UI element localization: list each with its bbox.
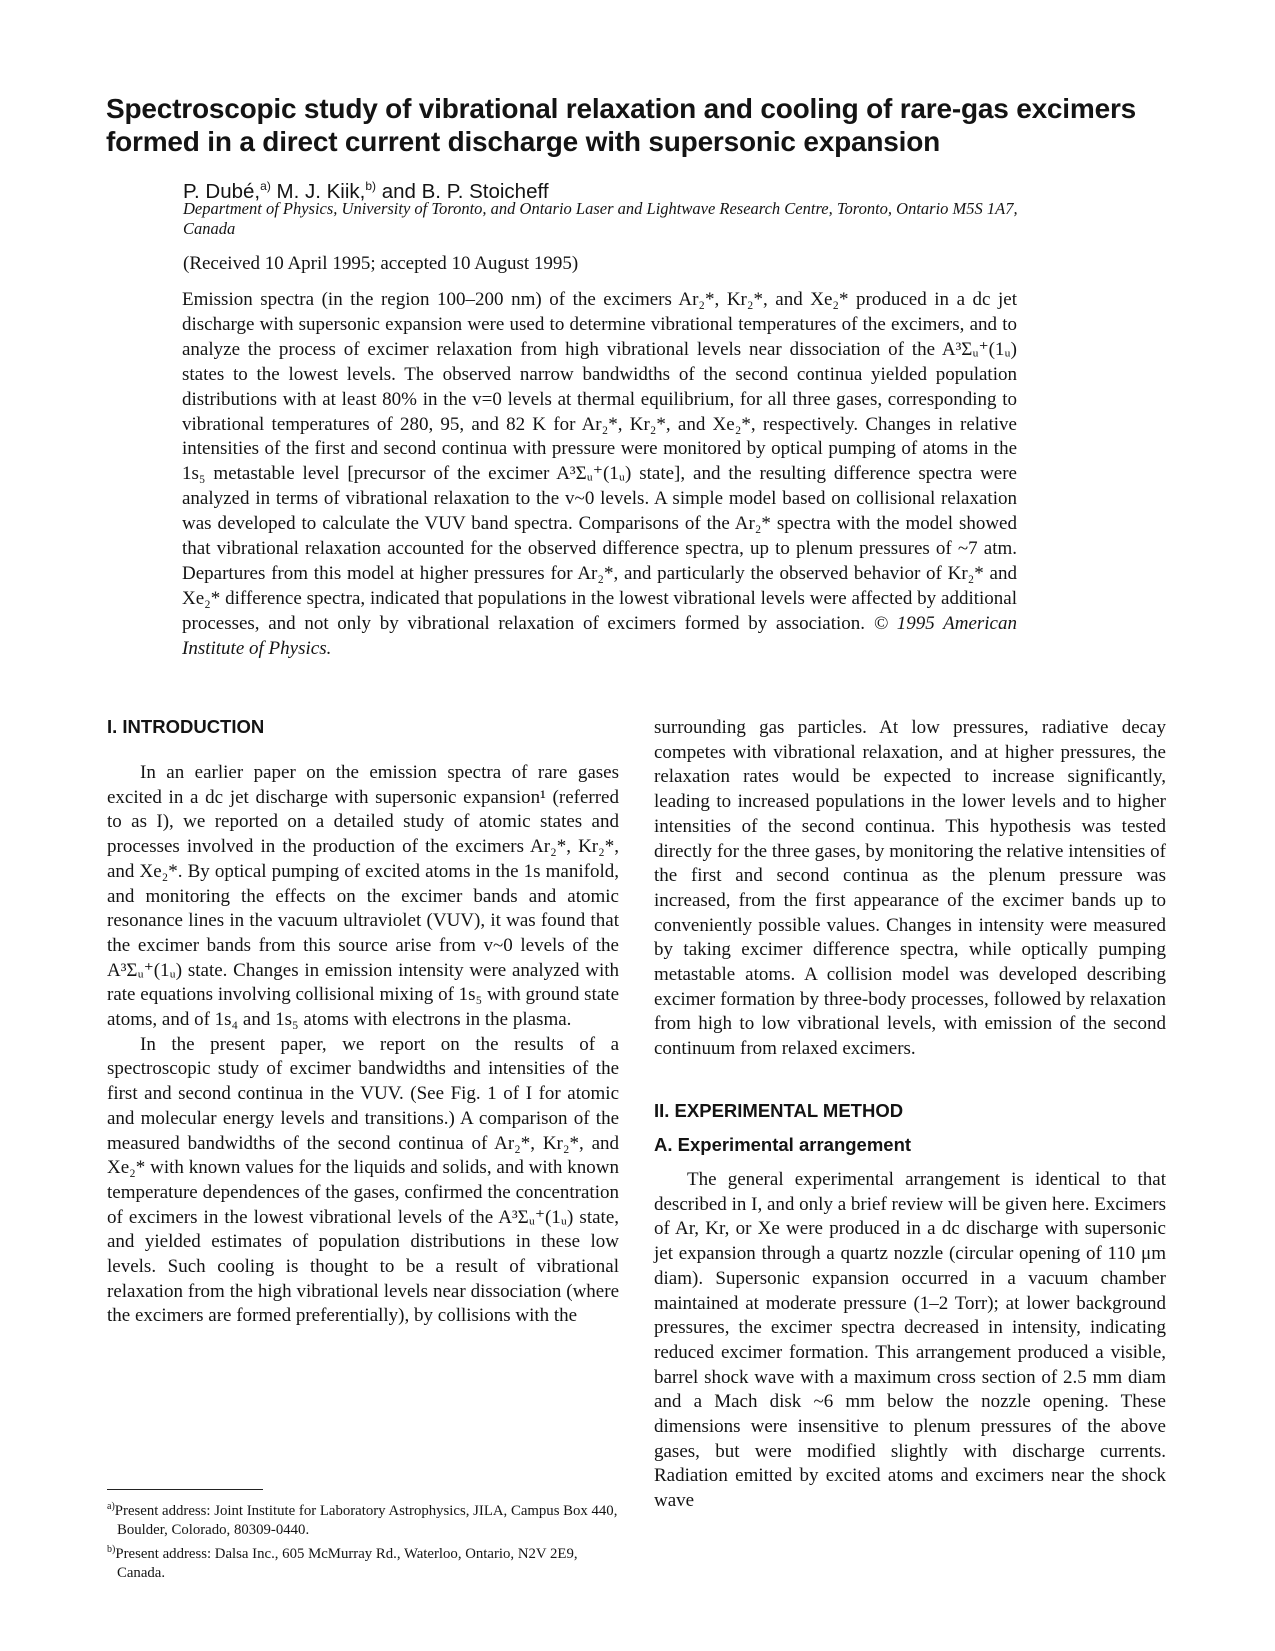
section-heading-experimental-method: II. EXPERIMENTAL METHOD (654, 1100, 904, 1121)
footnote-a-mark: a) (107, 1501, 115, 1512)
section-heading-introduction: I. INTRODUCTION (107, 716, 265, 737)
right-column-bottom (654, 1168, 1166, 1514)
abstract-body: Emission spectra (in the region 100–200 nm) of the excimers Ar₂*, Kr₂*, and Xe₂* produced in a dc jet discharge with supersonic expansion were used to determine vibrational temperatures of the excimers, and to analyze the process of excimer relaxation from high vibrational levels near dissociation of the A³Σᵤ⁺(1ᵤ) states to the lowest levels. The observed narrow bandwidths of the second continua yielded population distributions with at least 80% in the v=0 levels at thermal equilibrium, for all three gases, corresponding to vibrational temperatures of 280, 95, and 82 K for Ar₂*, Kr₂*, and Xe₂*, respectively. Changes in relative intensities of the first and second continua with pressure were monitored by optical pumping of atoms in the 1s₅ metastable level [precursor of the excimer A³Σᵤ⁺(1ᵤ) state], and the resulting difference spectra were analyzed in terms of vibrational relaxation to the v~0 levels. A simple model based on collisional relaxation was developed to calculate the VUV band spectra. Comparisons of the Ar₂* spectra with the model showed that vibrational relaxation accounted for the observed difference spectra, up to plenum pressures of ~7 atm. Departures from this model at higher pressures for Ar₂*, and particularly the observed behavior of Kr₂* and Xe₂* difference spectra, indicated that populations in the lowest vibrational levels were affected by additional processes, and not only by vibrational relaxation of excimers formed by association. (182, 289, 1017, 634)
abstract (182, 288, 1017, 662)
method-paragraph-1: The general experimental arrangement is identical to that described in I, and only a brief review will be given here. Excimers of Ar, Kr, or Xe were produced in a dc discharge with supersonic jet expansion through a quartz nozzle (circular opening of 110 μm diam). Supersonic expansion occurred in a vacuum chamber maintained at moderate pressure (1–2 Torr); at lower background pressures, the excimer spectra decreased in intensity, indicating reduced excimer formation. This arrangement produced a visible, barrel shock wave with a maximum cross section of 2.5 mm diam and a Mach disk ~6 mm below the nozzle opening. These dimensions were insensitive to plenum pressures of the above gases, but were modified slightly with discharge currents. Radiation emitted by excited atoms and excimers near the shock wave (654, 1169, 1166, 1512)
footnote-b (107, 1540, 619, 1583)
received-dates: (Received 10 April 1995; accepted 10 August 1995) (183, 253, 579, 274)
footnote-b-text: Present address: Dalsa Inc., 605 McMurray Rd., Waterloo, Ontario, N2V 2E9, Canada. (115, 1545, 578, 1581)
footnote-a-text: Present address: Joint Institute for Laboratory Astrophysics, JILA, Campus Box 440, Boulder, Colorado, 80309-0440. (114, 1502, 618, 1538)
footnote-b-mark: b) (107, 1543, 116, 1555)
author-3: and B. P. Stoicheff (376, 179, 549, 203)
abstract-copyright: © 1995 American Institute of Physics. (182, 612, 1017, 659)
intro-paragraph-2-continued: surrounding gas particles. At low pressures, radiative decay competes with vibrational relaxation, and at higher pressures, the relaxation rates would be expected to increase significantly, leading to increased populations in the lower levels and to higher intensities of the second continua. This hypothesis was tested directly for the three gases, by monitoring the relative intensities of the first and second continua as the plenum pressure was increased, from the first appearance of the excimer bands up to conveniently possible values. Changes in intensity were measured by taking excimer difference spectra, while optically pumping metastable atoms. A collision model was developed describing excimer formation by three-body processes, followed by relaxation from high to low vibrational levels, with emission of the second continuum from relaxed excimers. (654, 717, 1166, 1060)
paper-title: Spectroscopic study of vibrational relaxation and cooling of rare-gas excimers formed in a direct current discharge with supersonic expansion (106, 93, 1137, 157)
right-column-top (654, 716, 1166, 1062)
subsection-heading-experimental-arrangement: A. Experimental arrangement (654, 1134, 912, 1155)
left-column (107, 761, 619, 1329)
intro-paragraph-1: In an earlier paper on the emission spectra of rare gases excited in a dc jet discharge with supersonic expansion¹ (referred to as I), we reported on a detailed study of atomic states and processes involved in the production of the excimers Ar₂*, Kr₂*, and Xe₂*. By optical pumping of excited atoms in the 1s manifold, and monitoring the effects on the excimer bands and atomic resonance lines in the vacuum ultraviolet (VUV), it was found that the excimer bands from this source arise from v~0 levels of the A³Σᵤ⁺(1ᵤ) state. Changes in emission intensity were analyzed with rate equations involving collisional mixing of 1s₅ with ground state atoms, and of 1s₄ and 1s₅ atoms with electrons in the plasma. (107, 762, 619, 1031)
footnote-a (107, 1497, 619, 1540)
footnote-rule (107, 1489, 263, 1490)
affiliation: Department of Physics, University of Toronto, and Ontario Laser and Lightwave Research Centre, Toronto, Ontario M5S 1A7, Canada (183, 199, 1018, 238)
author-2: M. J. Kiik, (270, 179, 366, 203)
footnotes (107, 1497, 619, 1583)
author-2-footnote-mark: b) (365, 179, 377, 193)
author-1-footnote-mark: a) (260, 179, 271, 193)
intro-paragraph-2: In the present paper, we report on the results of a spectroscopic study of excimer bandwidths and intensities of the first and second continua in the VUV. (See Fig. 1 of I for atomic and molecular energy levels and transitions.) A comparison of the measured bandwidths of the second continua of Ar₂*, Kr₂*, and Xe₂* with known values for the liquids and solids, and with known temperature dependences of the gases, confirmed the concentration of excimers in the lowest vibrational levels of the A³Σᵤ⁺(1ᵤ) state, and yielded estimates of population distributions in these low levels. Such cooling is thought to be a result of vibrational relaxation from the high vibrational levels near dissociation (where the excimers are formed preferentially), by collisions with the (107, 1033, 619, 1327)
author-1: P. Dubé, (183, 179, 261, 203)
